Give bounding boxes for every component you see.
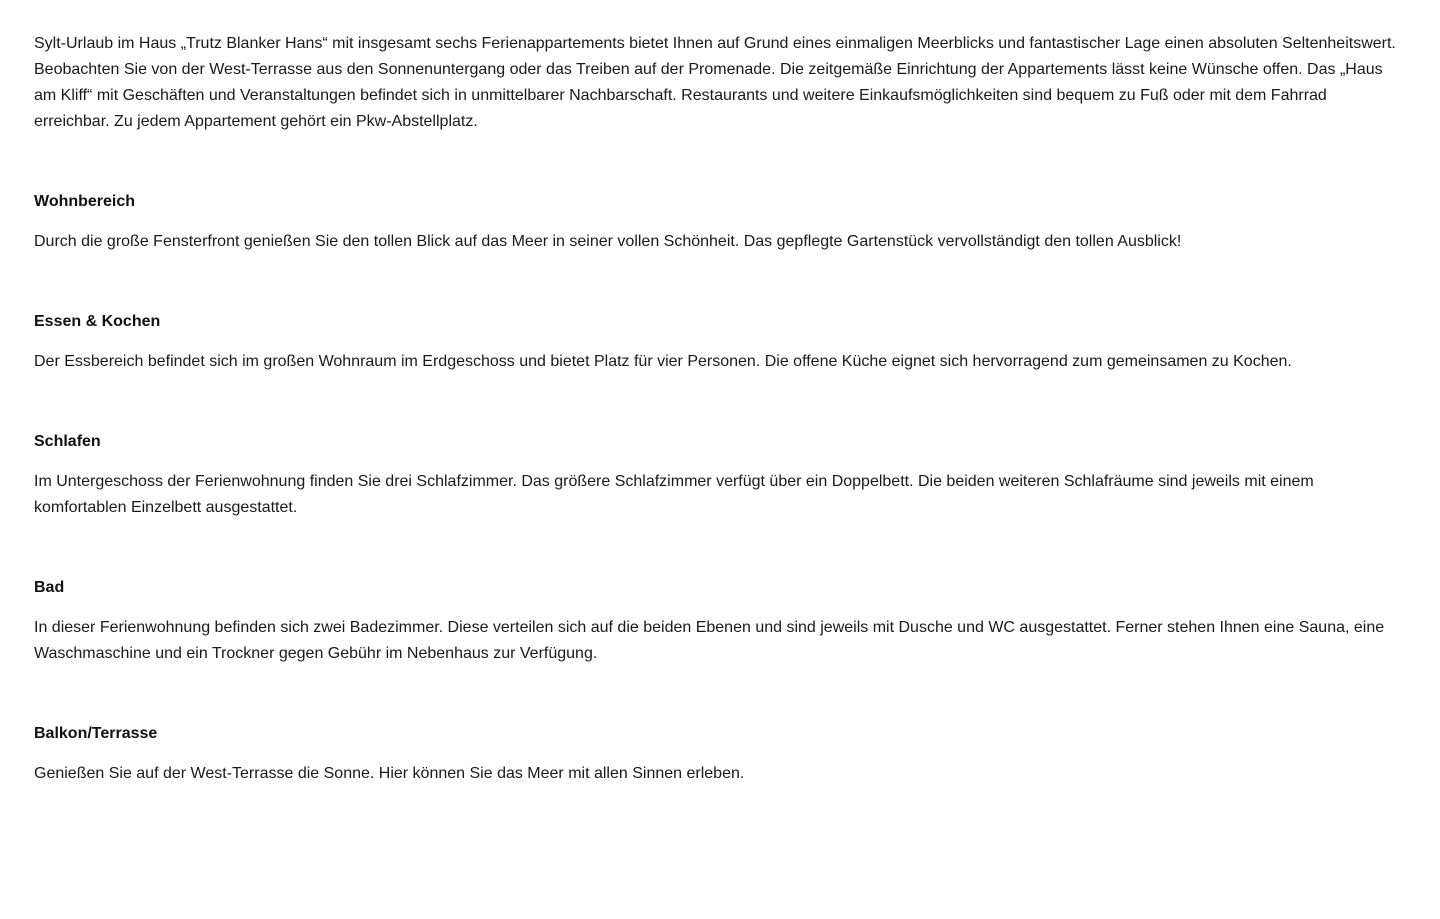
- intro-paragraph: Sylt-Urlaub im Haus „Trutz Blanker Hans“ mit insgesamt sechs Ferienappartements bietet Ihnen auf Grund eines einmaligen Meerblicks und fantastischer Lage einen absoluten Seltenheitswert. Beobachten Sie von der West-Terrasse aus den Sonnenuntergang oder das Treiben auf der Promenade. Die zeitgemäße Einrichtung der Appartements lässt keine Wünsche offen. Das „Haus am Kliff“ mit Geschäften und Veranstaltungen befindet sich in unmittelbarer Nachbarschaft. Restaurants und weitere Einkaufsmöglichkeiten sind bequem zu Fuß oder mit dem Fahrrad erreichbar. Zu jedem Appartement gehört ein Pkw-Abstellplatz.: [34, 35, 1396, 130]
- section-heading-schlafen: Schlafen: [34, 433, 101, 450]
- section-text-essen-kochen: Der Essbereich befindet sich im großen Wohnraum im Erdgeschoss und bietet Platz für vier Personen. Die offene Küche eignet sich hervorragend zum gemeinsamen zu Kochen.: [34, 353, 1292, 370]
- section-text-wohnbereich: Durch die große Fensterfront genießen Sie den tollen Blick auf das Meer in seiner vollen Schönheit. Das gepflegte Gartenstück vervollständigt den tollen Ausblick!: [34, 233, 1182, 250]
- section-heading-essen-kochen: Essen & Kochen: [34, 313, 161, 330]
- section-heading-bad: Bad: [34, 579, 65, 596]
- section-wohnbereich: [34, 189, 1406, 255]
- section-heading-balkon-terrasse: Balkon/Terrasse: [34, 725, 158, 742]
- section-essen-kochen: [34, 309, 1406, 375]
- section-bad: [34, 575, 1406, 667]
- section-heading-wohnbereich: Wohnbereich: [34, 193, 136, 210]
- section-text-balkon-terrasse: Genießen Sie auf der West-Terrasse die Sonne. Hier können Sie das Meer mit allen Sinnen erleben.: [34, 765, 745, 782]
- section-balkon-terrasse: [34, 721, 1406, 787]
- section-text-bad: In dieser Ferienwohnung befinden sich zwei Badezimmer. Diese verteilen sich auf die beiden Ebenen und sind jeweils mit Dusche und WC ausgestattet. Ferner stehen Ihnen eine Sauna, eine Waschmaschine und ein Trockner gegen Gebühr im Nebenhaus zur Verfügung.: [34, 619, 1385, 662]
- section-schlafen: [34, 429, 1406, 521]
- section-text-schlafen: Im Untergeschoss der Ferienwohnung finden Sie drei Schlafzimmer. Das größere Schlafzimmer verfügt über ein Doppelbett. Die beiden weiteren Schlafräume sind jeweils mit einem komfortablen Einzelbett ausgestattet.: [34, 473, 1314, 516]
